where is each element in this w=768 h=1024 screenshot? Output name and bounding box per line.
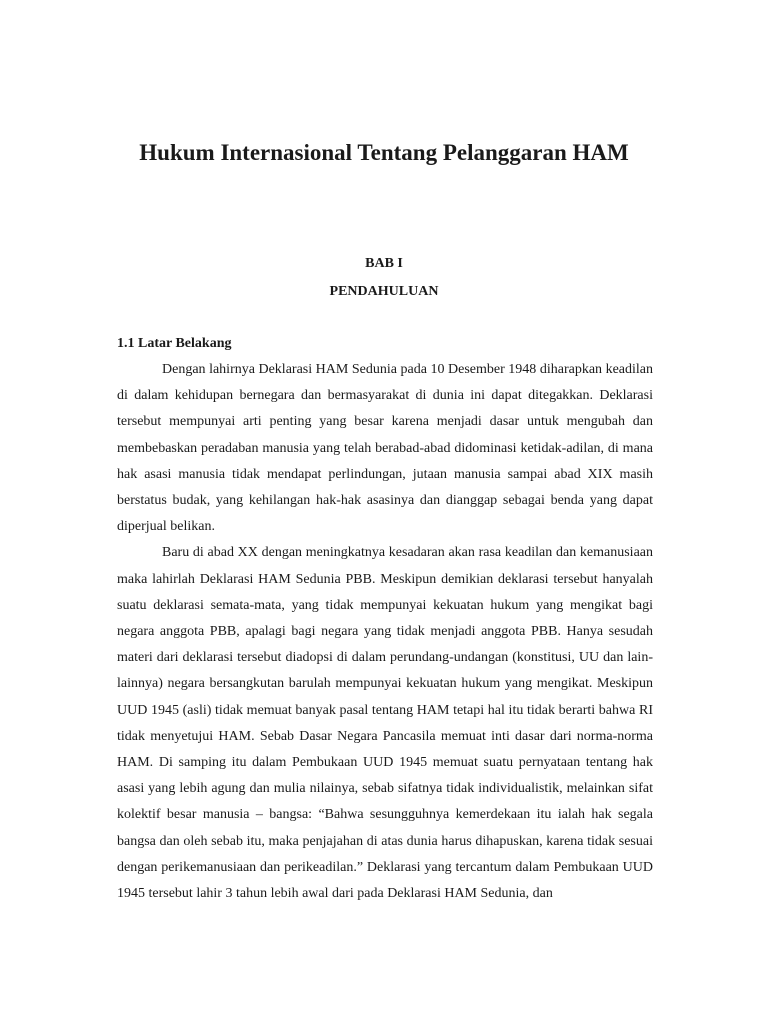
- paragraph-1: Dengan lahirnya Deklarasi HAM Sedunia pada 10 Desember 1948 diharapkan keadilan di dalam kehidupan bernegara dan bermasyarakat di dunia ini dapat ditegakkan. Deklarasi tersebut mempunyai arti penting yang besar karena menjadi dasar untuk mengubah dan membebaskan peradaban manusia yang telah berabad-abad didominasi ketidak-adilan, di mana hak asasi manusia tidak mendapat perlindungan, jutaan manusia sampai abad XIX masih berstatus budak, yang kehilangan hak-hak asasinya dan dianggap sebagai benda yang dapat diperjual belikan.: [117, 362, 653, 535]
- document-title: Hukum Internasional Tentang Pelanggaran HAM: [139, 140, 629, 165]
- chapter-title: PENDAHULUAN: [329, 284, 439, 299]
- section-body: [117, 357, 653, 907]
- paragraph-2: Baru di abad XX dengan meningkatnya kesadaran akan rasa keadilan dan kemanusiaan maka lahirlah Deklarasi HAM Sedunia PBB. Meskipun demikian deklarasi tersebut hanyalah suatu deklarasi semata-mata, yang tidak mempunyai kekuatan hukum yang mengikat bagi negara anggota PBB, apalagi bagi negara yang tidak menjadi anggota PBB. Hanya sesudah materi dari deklarasi tersebut diadopsi di dalam perundang-undangan (konstitusi, UU dan lain-lainnya) negara bersangkutan barulah mempunyai kekuatan hukum yang mengikat. Meskipun UUD 1945 (asli) tidak memuat banyak pasal tentang HAM tetapi hal itu tidak berarti bahwa RI tidak menyetujui HAM. Sebab Dasar Negara Pancasila memuat inti dasar dari norma-norma HAM. Di samping itu dalam Pembukaan UUD 1945 memuat suatu pernyataan tentang hak asasi yang lebih agung dan mulia nilainya, sebab sifatnya tidak individualistik, melainkan sifat kolektif besar manusia – bangsa: “Bahwa sesungguhnya kemerdekaan itu ialah hak segala bangsa dan oleh sebab itu, maka penjajahan di atas dunia harus dihapuskan, karena tidak sesuai dengan perikemanusiaan dan perikeadilan.” Deklarasi yang tercantum dalam Pembukaan UUD 1945 tersebut lahir 3 tahun lebih awal dari pada Deklarasi HAM Sedunia, dan: [117, 545, 653, 902]
- section-heading: 1.1 Latar Belakang: [117, 336, 232, 351]
- chapter-number: BAB I: [365, 256, 403, 271]
